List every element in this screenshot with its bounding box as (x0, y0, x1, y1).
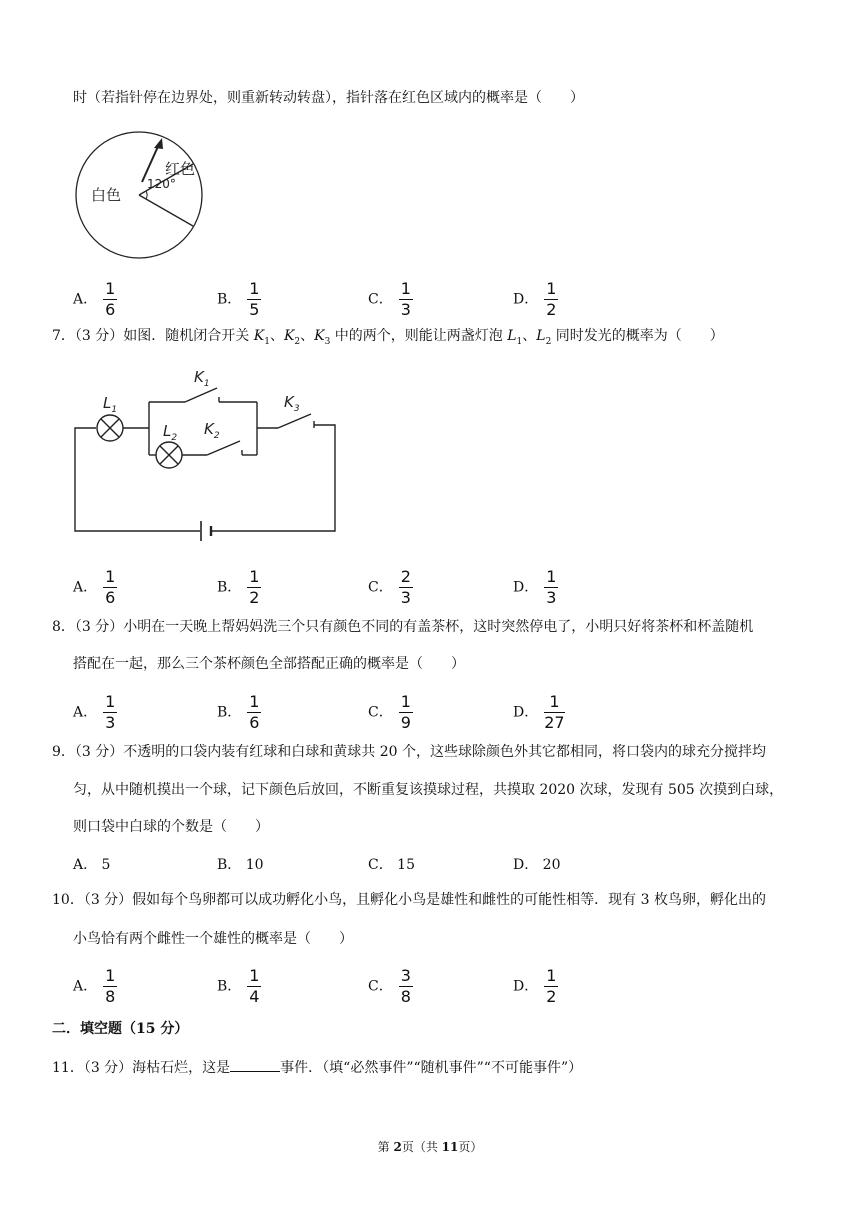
label-k1: $K_1$ (194, 368, 210, 389)
q9-stem-line1: 9．（3 分）不透明的口袋内装有红球和白球和黄球共 20 个，这些球除颜色外其它都相同，将口袋内的球充分搅拌均 (52, 744, 766, 760)
q10-option-a[interactable]: A． $\frac{1}{8}$ (73, 966, 116, 1006)
q6-option-a[interactable]: A． $\frac{1}{6}$ (73, 279, 116, 319)
q9-stem-line2: 匀，从中随机摸出一个球，记下颜色后放回，不断重复该摸球过程，共摸取 2020 次球，发现有 505 次摸到白球， (73, 782, 784, 798)
spinner-figure (74, 130, 206, 260)
q6-stem-continuation: 时（若指针停在边界处，则重新转动转盘），指针落在红色区域内的概率是（ ） (73, 90, 584, 106)
label-k3: $K_3$ (284, 393, 300, 414)
label-l1: $L_1$ (103, 394, 118, 415)
q8-option-b[interactable]: B． $\frac{1}{6}$ (217, 692, 260, 732)
spinner-label-red: 红色 (165, 160, 196, 178)
q8-stem-line1: 8．（3 分）小明在一天晚上帮妈妈洗三个只有颜色不同的有盖茶杯，这时突然停电了，小明只好将茶杯和杯盖随机 (52, 619, 754, 635)
spinner-angle-label: 120° (147, 177, 176, 191)
q8-stem-line2: 搭配在一起，那么三个茶杯颜色全部搭配正确的概率是（ ） (73, 656, 465, 672)
q10-stem-line2: 小鸟恰有两个雌性一个雄性的概率是（ ） (73, 931, 353, 947)
q10-stem-line1: 10．（3 分）假如每个鸟卵都可以成功孵化小鸟，且孵化小鸟是雄性和雌性的可能性相等．现有 3 枚鸟卵，孵化出的 (52, 892, 766, 908)
current-page-number: 2 (393, 1140, 402, 1154)
q8-option-a[interactable]: A． $\frac{1}{3}$ (73, 692, 116, 732)
q11-stem: 11．（3 分）海枯石烂，这是 事件．（填“必然事件”“随机事件”“不可能事件”） (52, 1057, 582, 1078)
q7-option-a[interactable]: A． $\frac{1}{6}$ (73, 567, 116, 607)
q10-option-d[interactable]: D． $\frac{1}{2}$ (513, 966, 557, 1006)
circuit-figure (70, 362, 340, 542)
switch-k3 (278, 414, 311, 428)
q11-answer-blank[interactable] (230, 1057, 280, 1072)
switch-k2 (207, 441, 240, 455)
spinner-label-white: 白色 (91, 186, 122, 204)
q9-option-c[interactable]: C． 15 (368, 857, 415, 873)
q6-option-d[interactable]: D． $\frac{1}{2}$ (513, 279, 557, 319)
switch-k1 (185, 388, 217, 402)
total-page-count: 11 (441, 1140, 459, 1154)
q6-option-c[interactable]: C． $\frac{1}{3}$ (368, 279, 411, 319)
q10-option-b[interactable]: B． $\frac{1}{4}$ (217, 966, 260, 1006)
q7-option-d[interactable]: D． $\frac{1}{3}$ (513, 567, 557, 607)
label-k2: $K_2$ (204, 420, 220, 441)
wire-right-loop (211, 425, 335, 531)
angle-arc (146, 191, 147, 199)
q9-option-d[interactable]: D． 20 (513, 857, 561, 873)
q7-option-b[interactable]: B． $\frac{1}{2}$ (217, 567, 260, 607)
section-heading-fill-in: 二．填空题（15 分） (52, 1021, 189, 1037)
wire-left-loop (75, 428, 200, 531)
q7-stem: 7．（3 分）如图．随机闭合开关 $K_1$、$K_2$、$K_3$ 中的两个，则能让两盏灯泡 $L_1$、$L_2$ 同时发光的概率为（ ） (52, 328, 724, 347)
q9-stem-line3: 则口袋中白球的个数是（ ） (73, 819, 269, 835)
q6-option-b[interactable]: B． $\frac{1}{5}$ (217, 279, 260, 319)
q10-option-c[interactable]: C． $\frac{3}{8}$ (368, 966, 411, 1006)
page-footer: 第 2页（共 11页） (377, 1140, 483, 1154)
q7-option-c[interactable]: C． $\frac{2}{3}$ (368, 567, 411, 607)
q8-option-c[interactable]: C． $\frac{1}{9}$ (368, 692, 411, 732)
label-l2: $L_2$ (163, 422, 178, 443)
spinner-radius-lower (139, 195, 193, 226)
q8-option-d[interactable]: D． $\frac{1}{27}$ (513, 692, 565, 732)
q9-option-b[interactable]: B． 10 (217, 857, 264, 873)
pointer-arrowhead (154, 138, 163, 149)
q9-option-a[interactable]: A． 5 (73, 857, 111, 873)
